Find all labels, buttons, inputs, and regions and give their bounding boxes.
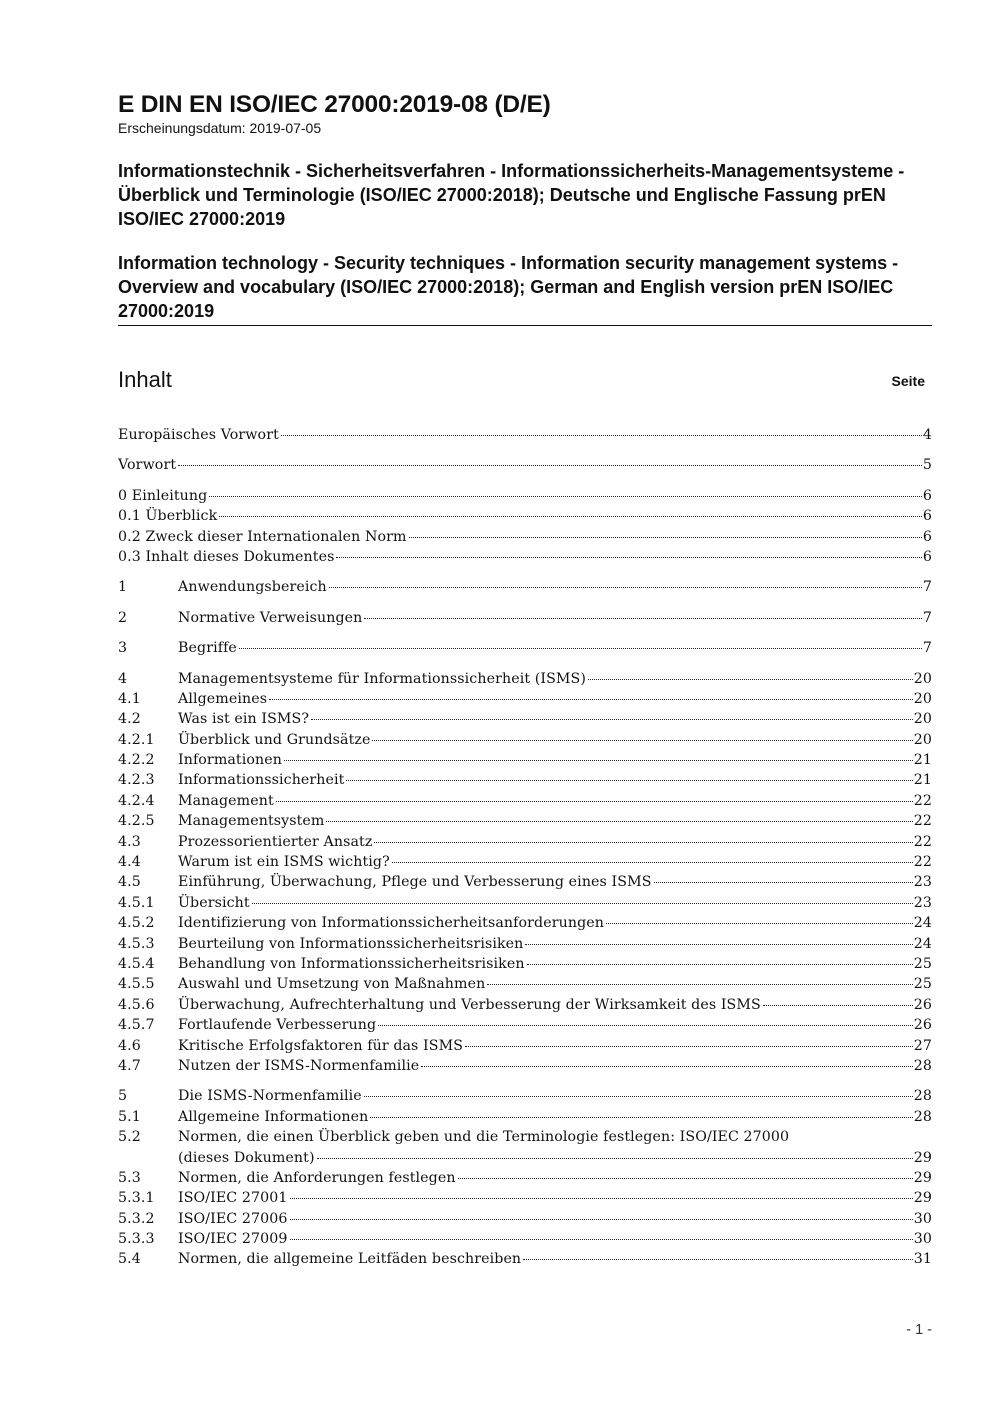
toc-entry-number: 4.2: [118, 711, 141, 728]
dot-leader: [654, 881, 913, 883]
toc-entry-number: 4: [118, 670, 128, 687]
dot-leader: [487, 983, 912, 985]
toc-entry-number: 4.6: [118, 1037, 141, 1054]
toc-entry-number: 4.1: [118, 690, 141, 707]
toc-entry[interactable]: [118, 1086, 932, 1106]
dot-leader: [374, 841, 912, 843]
toc-entry[interactable]: [118, 577, 932, 597]
dot-leader: [252, 902, 913, 904]
table-of-contents: [118, 425, 932, 1270]
dot-leader: [269, 698, 913, 700]
toc-entry-text: Überblick und Grundsätze: [178, 731, 371, 748]
toc-entry[interactable]: [118, 455, 932, 475]
toc-entry-number: 4.5.6: [118, 996, 155, 1013]
toc-entry-page: 5: [922, 457, 932, 474]
toc-entry-page: 25: [913, 955, 932, 972]
toc-entry-text: Normen, die einen Überblick geben und die Terminologie festlegen: ISO/IEC 27000: [178, 1129, 790, 1146]
dot-leader: [346, 779, 912, 781]
toc-entry-number: 4.5.7: [118, 1017, 155, 1034]
toc-entry-text: Prozessorientierter Ansatz: [178, 833, 373, 850]
dot-leader: [763, 1004, 913, 1006]
toc-entry-number: 4.5.5: [118, 976, 155, 993]
toc-entry-text: Nutzen der ISMS-Normenfamilie: [178, 1057, 420, 1074]
toc-entry[interactable]: [118, 1015, 932, 1035]
toc-entry-page: 21: [913, 772, 932, 789]
toc-entry-page: 30: [913, 1231, 932, 1248]
toc-entry-number: 4.2.3: [118, 772, 155, 789]
dot-leader: [290, 1218, 913, 1220]
toc-entry-text: 0.3 Inhalt dieses Dokumentes: [118, 548, 335, 565]
toc-entry-text: Auswahl und Umsetzung von Maßnahmen: [178, 976, 486, 993]
toc-entry-number: 5.2: [118, 1129, 141, 1146]
toc-entry-number: 5.3.1: [118, 1190, 155, 1207]
dot-leader: [317, 1157, 913, 1159]
toc-entry-page: 29: [913, 1169, 932, 1186]
toc-entry-page: 24: [913, 935, 932, 952]
toc-entry[interactable]: [118, 689, 932, 709]
dot-leader: [372, 739, 912, 741]
toc-entry-text: Warum ist ein ISMS wichtig?: [178, 854, 390, 871]
toc-entry[interactable]: [118, 709, 932, 729]
toc-header: [118, 365, 932, 395]
toc-entry[interactable]: [118, 506, 932, 526]
toc-entry[interactable]: [118, 1036, 932, 1056]
toc-entry-page: 26: [913, 996, 932, 1013]
toc-entry[interactable]: [118, 832, 932, 852]
toc-entry[interactable]: [118, 547, 932, 567]
toc-entry[interactable]: [118, 1168, 932, 1188]
toc-entry-page: 25: [913, 976, 932, 993]
dot-leader: [290, 1238, 913, 1240]
toc-entry-page: 4: [922, 427, 932, 443]
toc-entry-text: Vorwort: [118, 457, 177, 474]
dot-leader: [239, 647, 922, 649]
toc-entry-page: 6: [922, 548, 932, 565]
toc-entry[interactable]: [118, 669, 932, 689]
toc-entry[interactable]: [118, 872, 932, 892]
toc-page-label: Seite: [891, 373, 925, 389]
toc-entry-text: Überwachung, Aufrechterhaltung und Verbesserung der Wirksamkeit des ISMS: [178, 996, 761, 1013]
dot-leader: [326, 820, 912, 822]
toc-entry[interactable]: [118, 608, 932, 628]
toc-entry-page: 22: [913, 813, 932, 830]
toc-entry-page: 30: [913, 1210, 932, 1227]
toc-entry-page: 20: [913, 690, 932, 707]
toc-entry-number: 5.4: [118, 1251, 141, 1268]
toc-entry[interactable]: [118, 913, 932, 933]
toc-entry-text: Die ISMS-Normenfamilie: [178, 1088, 362, 1105]
toc-entry[interactable]: [118, 1107, 932, 1127]
toc-entry-number: 5.3.2: [118, 1210, 155, 1227]
toc-entry-number: 4.5.3: [118, 935, 155, 952]
toc-entry-number: 4.5: [118, 874, 141, 891]
toc-entry-page: 22: [913, 854, 932, 871]
dot-leader: [370, 1116, 912, 1118]
toc-entry-text: 0.2 Zweck dieser Internationalen Norm: [118, 528, 407, 545]
toc-entry-text: ISO/IEC 27009: [178, 1231, 288, 1248]
toc-entry-text: Management: [178, 792, 274, 809]
dot-leader: [525, 943, 912, 945]
toc-entry-page: 22: [913, 833, 932, 850]
dot-leader: [276, 800, 913, 802]
toc-entry[interactable]: [118, 527, 932, 547]
toc-entry-text: Normative Verweisungen: [178, 609, 363, 626]
publication-date: Erscheinungsdatum: 2019-07-05: [118, 120, 322, 136]
dot-leader: [458, 1177, 913, 1179]
toc-entry[interactable]: [118, 852, 932, 872]
dot-leader: [281, 434, 922, 436]
toc-entry[interactable]: [118, 750, 932, 770]
dot-leader: [209, 495, 922, 497]
toc-entry-page: 20: [913, 711, 932, 728]
dot-leader: [178, 464, 922, 466]
dot-leader: [364, 617, 921, 619]
dot-leader: [336, 556, 921, 558]
toc-entry-number: 5: [118, 1088, 128, 1105]
toc-entry[interactable]: [118, 730, 932, 750]
toc-entry[interactable]: [118, 934, 932, 954]
toc-entry-text: Behandlung von Informationssicherheitsrisiken: [178, 955, 525, 972]
toc-title: Inhalt: [118, 367, 172, 392]
toc-entry-number: 4.7: [118, 1057, 141, 1074]
dot-leader: [588, 678, 913, 680]
toc-entry-text: Informationen: [178, 752, 282, 769]
toc-entry-page: 28: [913, 1108, 932, 1125]
toc-entry-number: 4.5.4: [118, 955, 155, 972]
toc-entry[interactable]: [118, 1229, 932, 1249]
toc-entry[interactable]: [118, 1056, 932, 1076]
toc-entry-number: 5.3: [118, 1169, 141, 1186]
document-page: [118, 90, 932, 1270]
toc-entry-text: Allgemeines: [178, 690, 268, 707]
toc-entry-page: 7: [922, 640, 932, 657]
toc-entry[interactable]: [118, 486, 932, 506]
toc-entry-number: 2: [118, 609, 128, 626]
toc-entry-page: 22: [913, 792, 932, 809]
toc-entry-number: 4.2.4: [118, 792, 155, 809]
toc-entry-page: 27: [913, 1037, 932, 1054]
toc-entry[interactable]: [118, 1209, 932, 1229]
toc-entry-page: 21: [913, 752, 932, 769]
toc-entry-text: 0 Einleitung: [118, 487, 208, 504]
toc-entry-number: 3: [118, 640, 128, 657]
toc-entry-number: 5.3.3: [118, 1231, 155, 1248]
toc-entry-page: 7: [922, 579, 932, 596]
toc-entry-page: 29: [913, 1149, 932, 1166]
dot-leader: [219, 515, 922, 517]
toc-entry-page: 20: [913, 670, 932, 687]
toc-entry-page: 28: [913, 1088, 932, 1105]
title-german: Informationstechnik - Sicherheitsverfahren - Informationssicherheits-Managementsysteme - Überblick und Terminologie (ISO/IEC 27000:2018); Deutsche und Englische Fassung prEN ISO/IEC 27000:2019: [118, 161, 905, 229]
toc-entry-text: Identifizierung von Informationssicherheitsanforderungen: [178, 915, 604, 932]
toc-entry-page: 6: [922, 528, 932, 545]
toc-entry[interactable]: [118, 954, 932, 974]
dot-leader: [329, 586, 922, 588]
toc-entry-page: 23: [913, 874, 932, 891]
dot-leader: [364, 1095, 913, 1097]
toc-entry[interactable]: [118, 995, 932, 1015]
toc-entry-number: 5.1: [118, 1108, 141, 1125]
toc-entry-number: 4.4: [118, 854, 141, 871]
toc-entry-page: 23: [913, 894, 932, 911]
toc-entry[interactable]: [118, 974, 932, 994]
toc-entry[interactable]: [118, 1249, 932, 1269]
toc-entry-page: 20: [913, 731, 932, 748]
toc-entry-text: Einführung, Überwachung, Pflege und Verbesserung eines ISMS: [178, 874, 652, 891]
toc-entry-number: 1: [118, 579, 128, 596]
toc-entry-page: 7: [922, 609, 932, 626]
toc-entry-number: 4.2.1: [118, 731, 155, 748]
toc-entry[interactable]: [118, 638, 932, 658]
toc-entry-text: 0.1 Überblick: [118, 508, 218, 525]
toc-entry-page: 6: [922, 508, 932, 525]
dot-leader: [421, 1065, 913, 1067]
toc-entry-text: ISO/IEC 27001: [178, 1190, 288, 1207]
toc-entry-page: 26: [913, 1017, 932, 1034]
toc-entry-text: Begriffe: [178, 640, 237, 657]
toc-entry-number: 4.5.1: [118, 894, 155, 911]
toc-entry-text: Kritische Erfolgsfaktoren für das ISMS: [178, 1037, 464, 1054]
toc-entry-text: Allgemeine Informationen: [178, 1108, 369, 1125]
dot-leader: [290, 1197, 913, 1199]
toc-entry-text: Anwendungsbereich: [178, 579, 327, 596]
toc-entry[interactable]: [118, 811, 932, 831]
page-number: - 1 -: [906, 1322, 932, 1338]
toc-entry-text: Was ist ein ISMS?: [178, 711, 310, 728]
dot-leader: [606, 922, 913, 924]
toc-entry-text: ISO/IEC 27006: [178, 1210, 288, 1227]
toc-entry-page: 29: [913, 1190, 932, 1207]
dot-leader: [311, 718, 913, 720]
toc-entry-page: 28: [913, 1057, 932, 1074]
toc-entry[interactable]: [118, 770, 932, 790]
toc-entry-text: Fortlaufende Verbesserung: [178, 1017, 377, 1034]
toc-entry-number: 4.2.2: [118, 752, 155, 769]
toc-entry-text: Informationssicherheit: [178, 772, 345, 789]
dot-leader: [527, 963, 913, 965]
dot-leader: [378, 1024, 913, 1026]
toc-entry[interactable]: [118, 791, 932, 811]
title-english: Information technology - Security techniques - Information security management systems - Overview and vocabulary (ISO/IEC 27000:2018); German and English version prEN ISO/IEC 27000:2019: [118, 251, 932, 326]
toc-entry[interactable]: [118, 1188, 932, 1208]
toc-entry-text-cont: (dieses Dokument): [178, 1149, 315, 1166]
toc-entry[interactable]: [118, 1127, 932, 1168]
toc-entry[interactable]: [118, 893, 932, 913]
dot-leader: [523, 1258, 913, 1260]
dot-leader: [284, 759, 913, 761]
toc-entry-text: Managementsystem: [178, 813, 325, 830]
toc-entry-number: 4.5.2: [118, 915, 155, 932]
toc-entry-page: 31: [913, 1251, 932, 1268]
toc-entry-text: Normen, die allgemeine Leitfäden beschreiben: [178, 1251, 522, 1268]
toc-entry-page: 24: [913, 915, 932, 932]
dot-leader: [465, 1045, 913, 1047]
toc-entry-number: 4.3: [118, 833, 141, 850]
toc-entry-text: Normen, die Anforderungen festlegen: [178, 1169, 456, 1186]
document-id: E DIN EN ISO/IEC 27000:2019-08 (D/E): [118, 91, 551, 118]
toc-entry[interactable]: [118, 425, 932, 445]
dot-leader: [392, 861, 913, 863]
toc-entry-number: 4.2.5: [118, 813, 155, 830]
toc-entry-text: Europäisches Vorwort: [118, 427, 279, 443]
toc-entry-page: 6: [922, 487, 932, 504]
toc-entry-text: Übersicht: [178, 894, 250, 911]
dot-leader: [409, 536, 922, 538]
toc-entry-text: Beurteilung von Informationssicherheitsrisiken: [178, 935, 524, 952]
toc-entry-text: Managementsysteme für Informationssicherheit (ISMS): [178, 670, 586, 687]
